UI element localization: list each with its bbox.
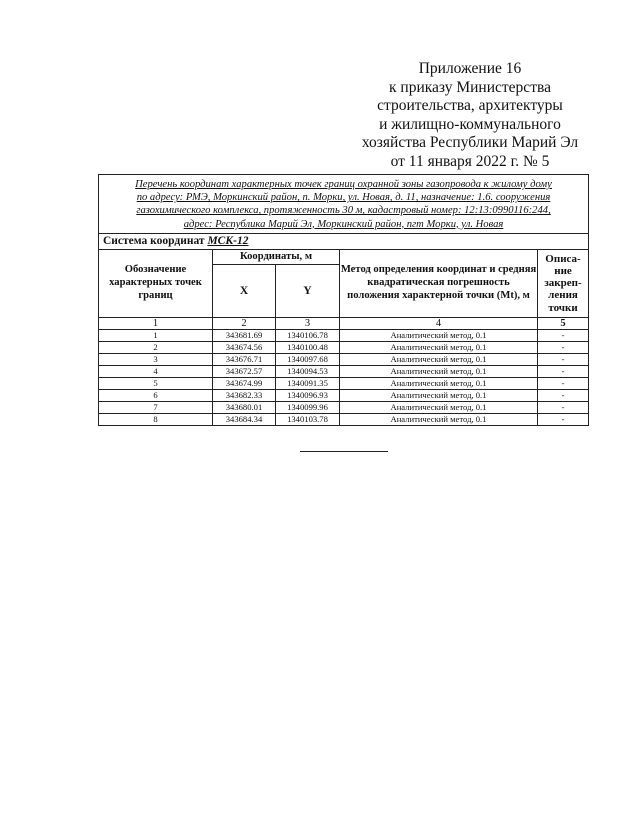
col-header-point: Обозначение характерных точек границ [99,249,213,317]
cell-y: 1340096.93 [276,389,340,401]
cell-point: 6 [99,389,213,401]
header-line: к приказу Министерства [389,78,551,96]
cell-y: 1340103.78 [276,413,340,425]
cell-x: 343684.34 [213,413,276,425]
cell-point: 7 [99,401,213,413]
cell-method: Аналитический метод, 0.1 [340,401,538,413]
cell-method: Аналитический метод, 0.1 [340,389,538,401]
system-label: Система координат [103,235,205,248]
cell-point: 1 [99,329,213,341]
cell-x: 343672.57 [213,365,276,377]
table-row [99,353,589,365]
cell-x: 343674.99 [213,377,276,389]
cell-method: Аналитический метод, 0.1 [340,365,538,377]
cell-y: 1340091.35 [276,377,340,389]
table-row [99,389,589,401]
table-title-row [99,175,589,234]
cell-y: 1340097.68 [276,353,340,365]
cell-method: Аналитический метод, 0.1 [340,341,538,353]
header-line: хозяйства Республики Марий Эл [361,134,579,152]
closing-divider-line [300,451,388,452]
col-header-y: Y [276,264,340,317]
cell-y: 1340099.96 [276,401,340,413]
cell-description: - [538,365,589,377]
cell-y: 1340106.78 [276,329,340,341]
table-row [99,329,589,341]
column-numbers-row [99,317,589,329]
column-number: 2 [213,317,276,329]
cell-method: Аналитический метод, 0.1 [340,413,538,425]
column-number: 4 [340,317,538,329]
header-line: строительства, архитектуры [377,97,563,115]
cell-method: Аналитический метод, 0.1 [340,353,538,365]
cell-description: - [538,353,589,365]
column-number: 3 [276,317,340,329]
cell-point: 2 [99,341,213,353]
cell-description: - [538,329,589,341]
col-header-description: Описа- ние закреп- ления точки [538,249,589,317]
system-value: МСК-12 [207,235,249,248]
table-row [99,341,589,353]
cell-method: Аналитический метод, 0.1 [340,329,538,341]
col-header-x: X [213,264,276,317]
appendix-header [340,60,600,172]
cell-description: - [538,341,589,353]
header-row [99,249,589,264]
cell-description: - [538,401,589,413]
header-line: и жилищно-коммунального [379,115,561,133]
cell-x: 343680.01 [213,401,276,413]
col-header-coords: Координаты, м [213,249,340,264]
header-line: Приложение 16 [418,60,522,77]
cell-x: 343681.69 [213,329,276,341]
system-row [99,233,589,249]
table-row [99,401,589,413]
cell-x: 343676.71 [213,353,276,365]
title-line: по адресу: РМЭ, Моркинский район, п. Морки, ул. Новая, д. 11, назначение: 1.6. сооружения [136,192,551,204]
cell-description: - [538,377,589,389]
coordinates-table [98,174,589,426]
cell-point: 3 [99,353,213,365]
title-line: газохимического комплекса, протяженность 30 м, кадастровый номер: 12:13:0990116:244, [136,205,551,217]
table-row [99,413,589,425]
cell-description: - [538,413,589,425]
coordinate-system [99,233,589,249]
col-header-method: Метод определения координат и средняя квадратическая погрешность положения характерной точки (Mt), м [340,249,538,317]
table-row [99,365,589,377]
cell-point: 4 [99,365,213,377]
title-line: адрес: Республика Марий Эл, Моркинский район, пгт Морки, ул. Новая [183,218,504,230]
table-row [99,377,589,389]
cell-x: 343674.56 [213,341,276,353]
header-line: от 11 января 2022 г. № 5 [390,152,550,170]
cell-description: - [538,389,589,401]
cell-y: 1340094.53 [276,365,340,377]
title-line: Перечень координат характерных точек границ охранной зоны газопровода к жилому дому [135,179,552,190]
cell-point: 5 [99,377,213,389]
cell-y: 1340100.48 [276,341,340,353]
column-number: 5 [538,317,589,329]
cell-method: Аналитический метод, 0.1 [340,377,538,389]
table-title [99,175,589,234]
cell-x: 343682.33 [213,389,276,401]
column-number: 1 [99,317,213,329]
cell-point: 8 [99,413,213,425]
